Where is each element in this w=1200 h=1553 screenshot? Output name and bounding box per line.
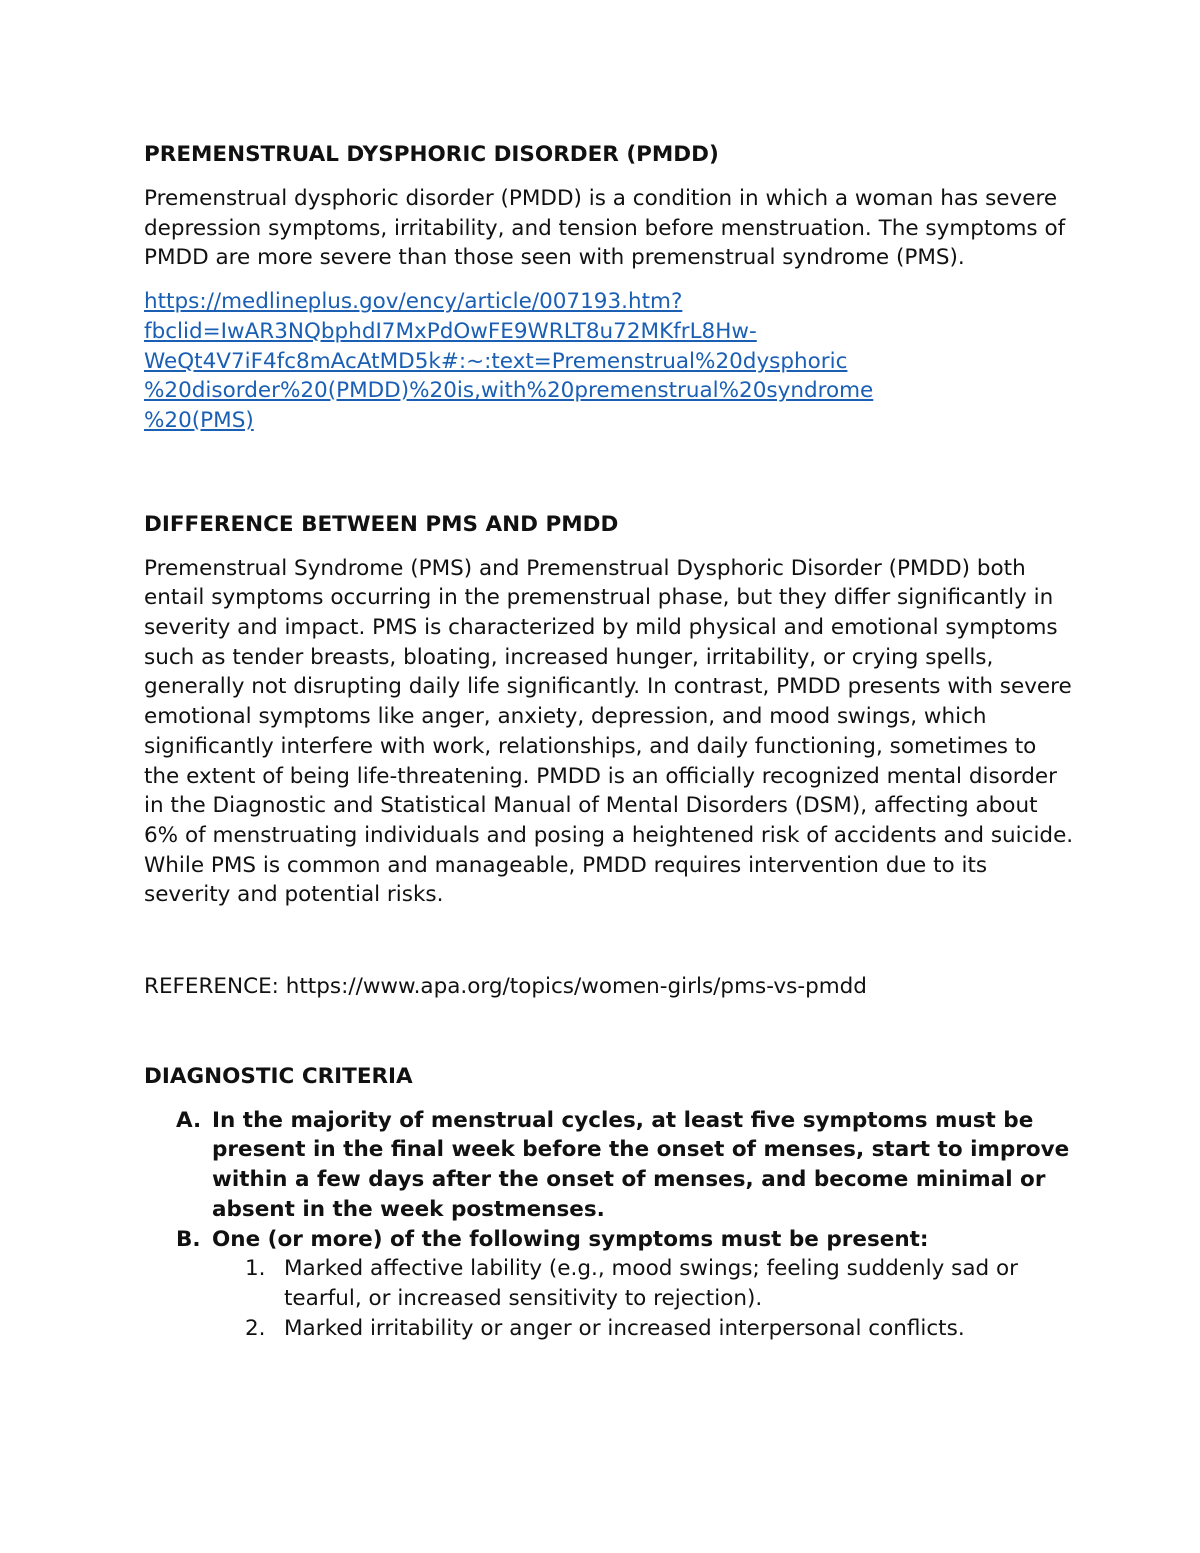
symptom-list <box>212 1254 1074 1343</box>
section-heading-pmdd: PREMENSTRUAL DYSPHORIC DISORDER (PMDD) <box>144 142 719 167</box>
criterion-text: One (or more) of the following symptoms must be present: <box>212 1226 929 1252</box>
link-line[interactable]: %20(PMS) <box>144 407 254 433</box>
symptom-item <box>212 1254 1074 1313</box>
section-heading-diagnostic-criteria: DIAGNOSTIC CRITERIA <box>144 1063 413 1089</box>
list-marker: B. <box>176 1226 201 1252</box>
pmdd-definition-paragraph: Premenstrual dysphoric disorder (PMDD) is a condition in which a woman has severe depression symptoms, irritability, and tension before menstruation. The symptoms of PMDD are more severe than those seen with premenstrual syndrome (PMS). <box>144 186 1066 271</box>
criterion-b <box>144 1225 1074 1344</box>
list-marker: 2. <box>245 1315 266 1341</box>
link-line[interactable]: WeQt4V7iF4fc8mAcAtMD5k#:~:text=Premenstrual%20dysphoric <box>144 348 848 374</box>
list-marker: A. <box>176 1107 202 1133</box>
symptom-text: Marked affective lability (e.g., mood swings; feeling suddenly sad or tearful, or increased sensitivity to rejection). <box>284 1256 1018 1311</box>
criterion-a <box>144 1106 1074 1225</box>
link-line[interactable]: fbclid=IwAR3NQbphdI7MxPdOwFE9WRLT8u72MKfrL8Hw- <box>144 318 757 344</box>
symptom-item <box>212 1314 1074 1344</box>
difference-paragraph: Premenstrual Syndrome (PMS) and Premenstrual Dysphoric Disorder (PMDD) both entail symptoms occurring in the premenstrual phase, but they differ significantly in severity and impact. PMS is characterized by mild physical and emotional symptoms such as tender breasts, bloating, increased hunger, irritability, or crying spells, generally not disrupting daily life significantly. In contrast, PMDD presents with severe emotional symptoms like anger, anxiety, depression, and mood swings, which significantly interfere with work, relationships, and daily functioning, sometimes to the extent of being life-threatening. PMDD is an officially recognized mental disorder in the Diagnostic and Statistical Manual of Mental Disorders (DSM), affecting about 6% of menstruating individuals and posing a heightened risk of accidents and suicide. While PMS is common and manageable, PMDD requires intervention due to its severity and potential risks. <box>144 555 1074 908</box>
medlineplus-link[interactable] <box>144 287 1074 436</box>
section-heading-difference: DIFFERENCE BETWEEN PMS AND PMDD <box>144 511 619 537</box>
document-page <box>144 140 1074 1343</box>
reference-line: REFERENCE: https://www.apa.org/topics/women-girls/pms-vs-pmdd <box>144 974 867 1000</box>
criteria-list <box>144 1106 1074 1344</box>
link-line[interactable]: https://medlineplus.gov/ency/article/007193.htm? <box>144 289 683 315</box>
link-line[interactable]: %20disorder%20(PMDD)%20is,with%20premenstrual%20syndrome <box>144 378 874 404</box>
symptom-text: Marked irritability or anger or increased interpersonal conflicts. <box>284 1315 965 1341</box>
criterion-text: In the majority of menstrual cycles, at least five symptoms must be present in the final week before the onset of menses, start to improve within a few days after the onset of menses, and become minimal or absent in the week postmenses. <box>212 1107 1070 1222</box>
list-marker: 1. <box>245 1256 266 1282</box>
